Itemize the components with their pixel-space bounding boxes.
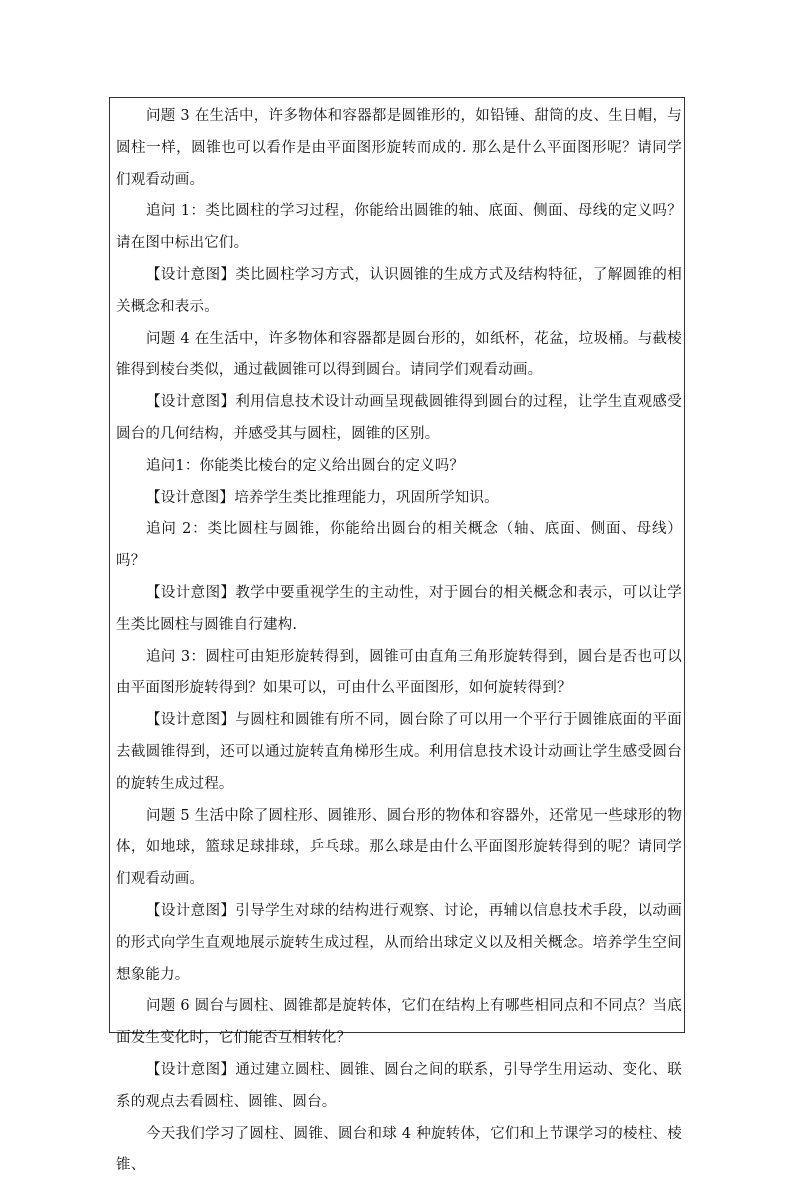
- paragraph-design-intent-rotation: 【设计意图】与圆柱和圆锥有所不同，圆台除了可以用一个平行于圆锥底面的平面去截圆锥得到，还可以通过旋转直角梯形生成。利用信息技术设计动画让学生感受圆台的旋转生成过程。: [116, 705, 682, 800]
- paragraph-followup-1-frustum: 追问1：你能类比棱台的定义给出圆台的定义吗？: [116, 451, 682, 483]
- paragraph-followup-2: 追问 2：类比圆柱与圆锥，你能给出圆台的相关概念（轴、底面、侧面、母线）吗？: [116, 514, 682, 578]
- paragraph-design-intent-sphere: 【设计意图】引导学生对球的结构进行观察、讨论，再辅以信息技术手段，以动画的形式向学生直观地展示旋转生成过程，从而给出球定义以及相关概念。培养学生空间想象能力。: [116, 896, 682, 991]
- paragraph-design-intent-cone: 【设计意图】类比圆柱学习方式，认识圆锥的生成方式及结构特征，了解圆锥的相关概念和表示。: [116, 260, 682, 324]
- paragraph-question-6: 问题 6 圆台与圆柱、圆锥都是旋转体，它们在结构上有哪些相同点和不同点？当底面发生变化时，它们能否互相转化？: [116, 991, 682, 1055]
- paragraph-design-intent-analogy: 【设计意图】培养学生类比推理能力，巩固所学知识。: [116, 483, 682, 515]
- paragraph-summary: 今天我们学习了圆柱、圆锥、圆台和球 4 种旋转体，它们和上节课学习的棱柱、棱锥、: [116, 1119, 682, 1182]
- paragraph-followup-3: 追问 3：圆柱可由矩形旋转得到，圆锥可由直角三角形旋转得到，圆台是否也可以由平面图形旋转得到？如果可以，可由什么平面图形，如何旋转得到？: [116, 642, 682, 706]
- paragraph-question-5: 问题 5 生活中除了圆柱形、圆锥形、圆台形的物体和容器外，还常见一些球形的物体，如地球，篮球足球排球，乒乓球。那么球是由什么平面图形旋转得到的呢？请同学们观看动画。: [116, 801, 682, 896]
- paragraph-question-3: 问题 3 在生活中，许多物体和容器都是圆锥形的，如铅锤、甜筒的皮、生日帽，与圆柱一样，圆锥也可以看作是由平面图形旋转而成的. 那么是什么平面图形呢？请同学们观看动画。: [116, 101, 682, 196]
- paragraph-question-4: 问题 4 在生活中，许多物体和容器都是圆台形的，如纸杯，花盆，垃圾桶。与截棱锥得到棱台类似，通过截圆锥可以得到圆台。请同学们观看动画。: [116, 324, 682, 388]
- paragraph-followup-1-cone: 追问 1：类比圆柱的学习过程，你能给出圆锥的轴、底面、侧面、母线的定义吗？请在图中标出它们。: [116, 196, 682, 260]
- paragraph-design-intent-initiative: 【设计意图】教学中要重视学生的主动性，对于圆台的相关概念和表示，可以让学生类比圆柱与圆锥自行建构.: [116, 578, 682, 642]
- document-body: [116, 101, 682, 1182]
- paragraph-design-intent-connection: 【设计意图】通过建立圆柱、圆锥、圆台之间的联系，引导学生用运动、变化、联系的观点去看圆柱、圆锥、圆台。: [116, 1055, 682, 1119]
- paragraph-design-intent-frustum-animation: 【设计意图】利用信息技术设计动画呈现截圆锥得到圆台的过程，让学生直观感受圆台的几何结构，并感受其与圆柱，圆锥的区别。: [116, 387, 682, 451]
